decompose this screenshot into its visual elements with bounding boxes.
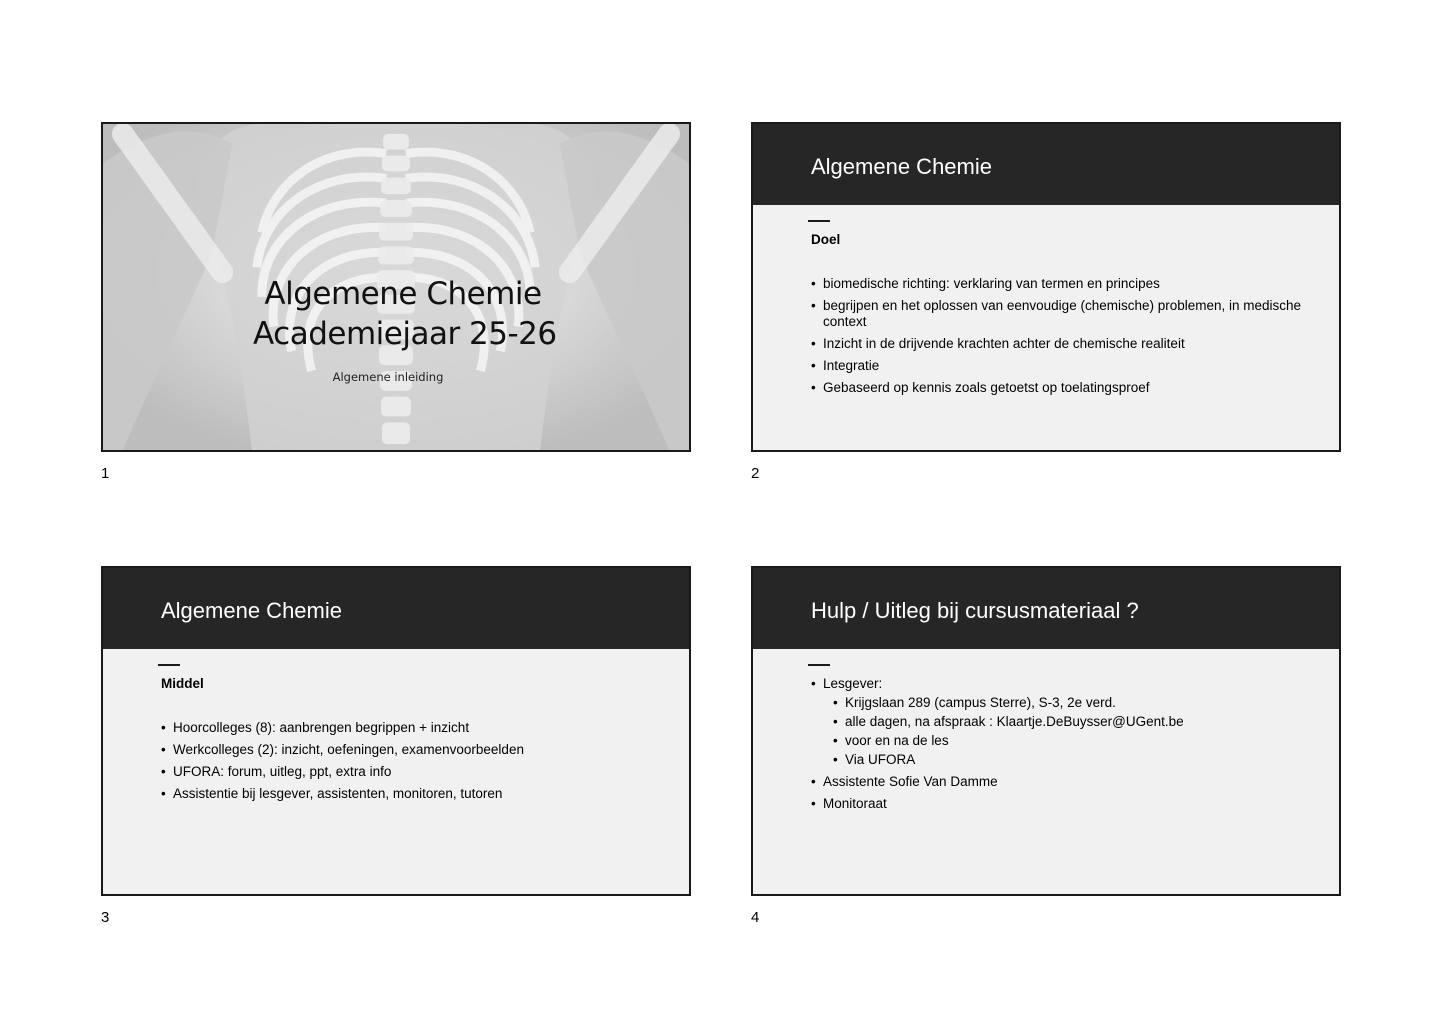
bullet-item: • Lesgever: — [811, 676, 1311, 692]
slide-3 — [101, 566, 691, 896]
slide-2 — [751, 122, 1341, 452]
bullet-item: • Hoorcolleges (8): aanbrengen begrippen + inzicht — [161, 720, 661, 736]
sub-bullet-item: • voor en na de les — [833, 733, 1311, 749]
bullet-item: • Monitoraat — [811, 796, 1311, 812]
sub-bullet-item: • alle dagen, na afspraak : Klaartje.DeBuysser@UGent.be — [833, 714, 1311, 730]
bullet-item: • UFORA: forum, uitleg, ppt, extra info — [161, 764, 661, 780]
cover-title-line-1: Algemene Chemie — [264, 276, 542, 312]
bullet-item: • begrijpen en het oplossen van eenvoudige (chemische) problemen, in medische context — [811, 298, 1311, 330]
accent-line — [808, 220, 830, 222]
slide-4 — [751, 566, 1341, 896]
slide-number-1: 1 — [101, 465, 110, 482]
bullet-item: • Assistente Sofie Van Damme — [811, 774, 1311, 790]
bullet-item: • biomedische richting: verklaring van termen en principes — [811, 276, 1311, 292]
cover-title — [253, 274, 557, 354]
accent-line — [808, 664, 830, 666]
sub-bullet-item: • Krijgslaan 289 (campus Sterre), S-3, 2e verd. — [833, 695, 1311, 711]
slide-number-2: 2 — [751, 465, 760, 482]
accent-line — [158, 664, 180, 666]
cover-title-line-2: Academiejaar 25-26 — [253, 316, 557, 352]
bullet-item: • Inzicht in de drijvende krachten achter de chemische realiteit — [811, 336, 1311, 352]
bullet-item: • Gebaseerd op kennis zoals getoetst op toelatingsproef — [811, 380, 1311, 396]
cover-subtitle: Algemene inleiding — [332, 370, 444, 384]
bullet-item: • Assistentie bij lesgever, assistenten, monitoren, tutoren — [161, 786, 661, 802]
slide-1 — [101, 122, 691, 452]
slide-title: Hulp / Uitleg bij cursusmateriaal ? — [811, 598, 1139, 623]
slide-title: Algemene Chemie — [811, 154, 992, 179]
slide-title: Algemene Chemie — [161, 598, 342, 623]
slide-number-3: 3 — [101, 909, 110, 926]
slide-subheading: Middel — [161, 676, 204, 691]
slide-number-4: 4 — [751, 909, 760, 926]
slide-subheading: Doel — [811, 232, 841, 247]
bullet-list — [811, 676, 1311, 818]
bullet-list — [161, 720, 661, 808]
bullet-item: • Integratie — [811, 358, 1311, 374]
sub-bullet-item: • Via UFORA — [833, 752, 1311, 768]
bullet-item: • Werkcolleges (2): inzicht, oefeningen, examenvoorbeelden — [161, 742, 661, 758]
bullet-list — [811, 276, 1311, 402]
